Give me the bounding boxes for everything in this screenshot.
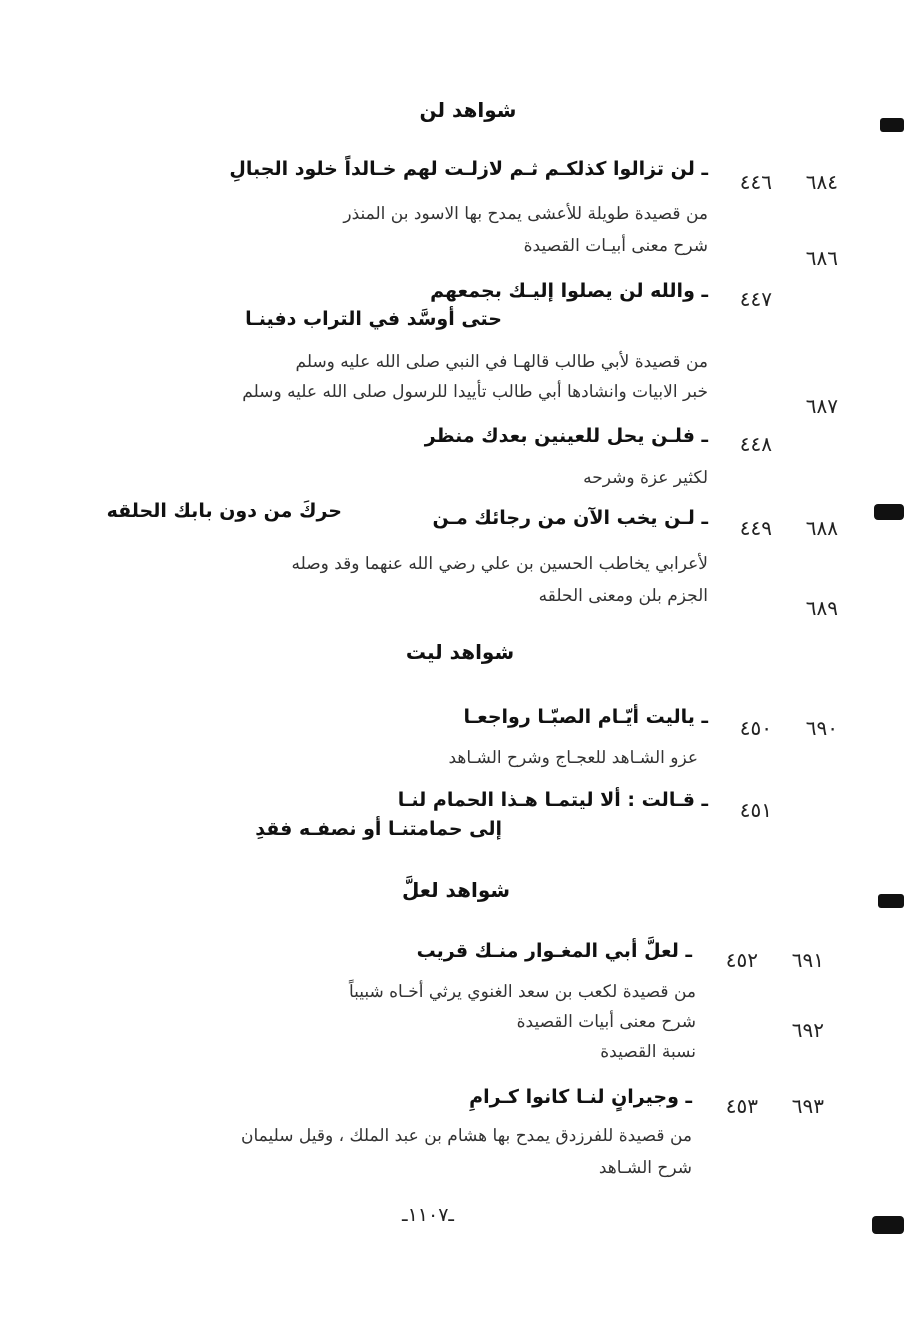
note-line: من قصيدة للفرزدق يمدح بها هشام بن عبد الملك ، وقيل سليمان [241,1126,692,1146]
note-line: نسبة القصيدة [600,1042,696,1062]
verse-line: ـ والله لن يصلوا إليـك بجمعهم [430,280,708,302]
entry-number: ٤٤٦ [739,170,772,194]
section-heading: شواهد لعلَّ [401,878,511,902]
verse-line: ـ قـالت : ألا ليتمـا هـذا الحمام لنـا [397,789,708,811]
page-ref: ٦٨٧ [805,394,838,418]
verse-line: ـ ياليت أيّـام الصبّـا رواجعـا [463,706,708,728]
entry-number: ٤٥٣ [725,1094,758,1118]
page-ref: ٦٩٢ [791,1018,824,1042]
scan-mark [872,1216,904,1234]
verse-line: ـ لـن يخب الآن من رجائك مـن [432,507,708,529]
page-ref: ٦٩٣ [791,1094,824,1118]
page-ref: ٦٨٦ [805,246,838,270]
scan-mark [880,118,904,132]
verse-line: إلى حمامتنـا أو نصفـه فقدِ [255,818,502,840]
note-line: لأعرابي يخاطب الحسين بن علي رضي الله عنهما وقد وصله [291,554,708,574]
entry-number: ٤٥٢ [725,948,758,972]
verse-line: حتى أوسَّد في التراب دفينـا [245,308,502,330]
entry-number: ٤٤٧ [739,287,772,311]
scan-mark [874,504,904,520]
note-line: شرح معنى أبيات القصيدة [516,1012,696,1032]
note-line: عزو الشـاهد للعجـاج وشرح الشـاهد [448,748,698,768]
page-ref: ٦٨٨ [805,516,838,540]
page-ref: ٦٨٤ [805,170,838,194]
entry-number: ٤٤٨ [739,432,772,456]
note-line: شرح الشـاهد [598,1158,692,1178]
entry-number: ٤٥١ [739,798,772,822]
note-line: خبر الابيات وانشادها أبي طالب تأييدا للرسول صلى الله عليه وسلم [242,382,708,402]
entry-number: ٤٤٩ [739,516,772,540]
page-ref: ٦٨٩ [805,596,838,620]
section-heading: شواهد لن [419,98,517,122]
page-ref: ٦٩٠ [805,716,838,740]
verse-line: ـ وجيرانٍ لنـا كانوا كـرامِ [469,1086,692,1108]
note-line: من قصيدة طويلة للأعشى يمدح بها الاسود بن المنذر [343,204,708,224]
note-line: من قصيدة لأبي طالب قالهـا في النبي صلى الله عليه وسلم [295,352,708,372]
page-ref: ٦٩١ [791,948,824,972]
verse-line: ـ لعلَّ أبي المغـوار منـك قريب [416,940,692,962]
scan-mark [878,894,904,908]
verse-line: ـ فلـن يحل للعينين بعدك منظر [424,425,708,447]
entry-number: ٤٥٠ [739,716,772,740]
note-line: الجزم بلن ومعنى الحلقه [538,586,708,606]
section-heading: شواهد ليت [405,640,515,664]
verse-line: حركَ من دون بابك الحلقه [106,500,342,522]
note-line: من قصيدة لكعب بن سعد الغنوي يرثي أخـاه شبيباً [348,982,696,1002]
note-line: لكثير عزة وشرحه [583,468,708,488]
note-line: شرح معنى أبيـات القصيدة [523,236,708,256]
page-number: ـ١١٠٧ـ [402,1204,454,1226]
verse-line: ـ لن تزالوا كذلكـم ثـم لازلـت لهم خـالداً خلود الجبالِ [229,158,708,180]
